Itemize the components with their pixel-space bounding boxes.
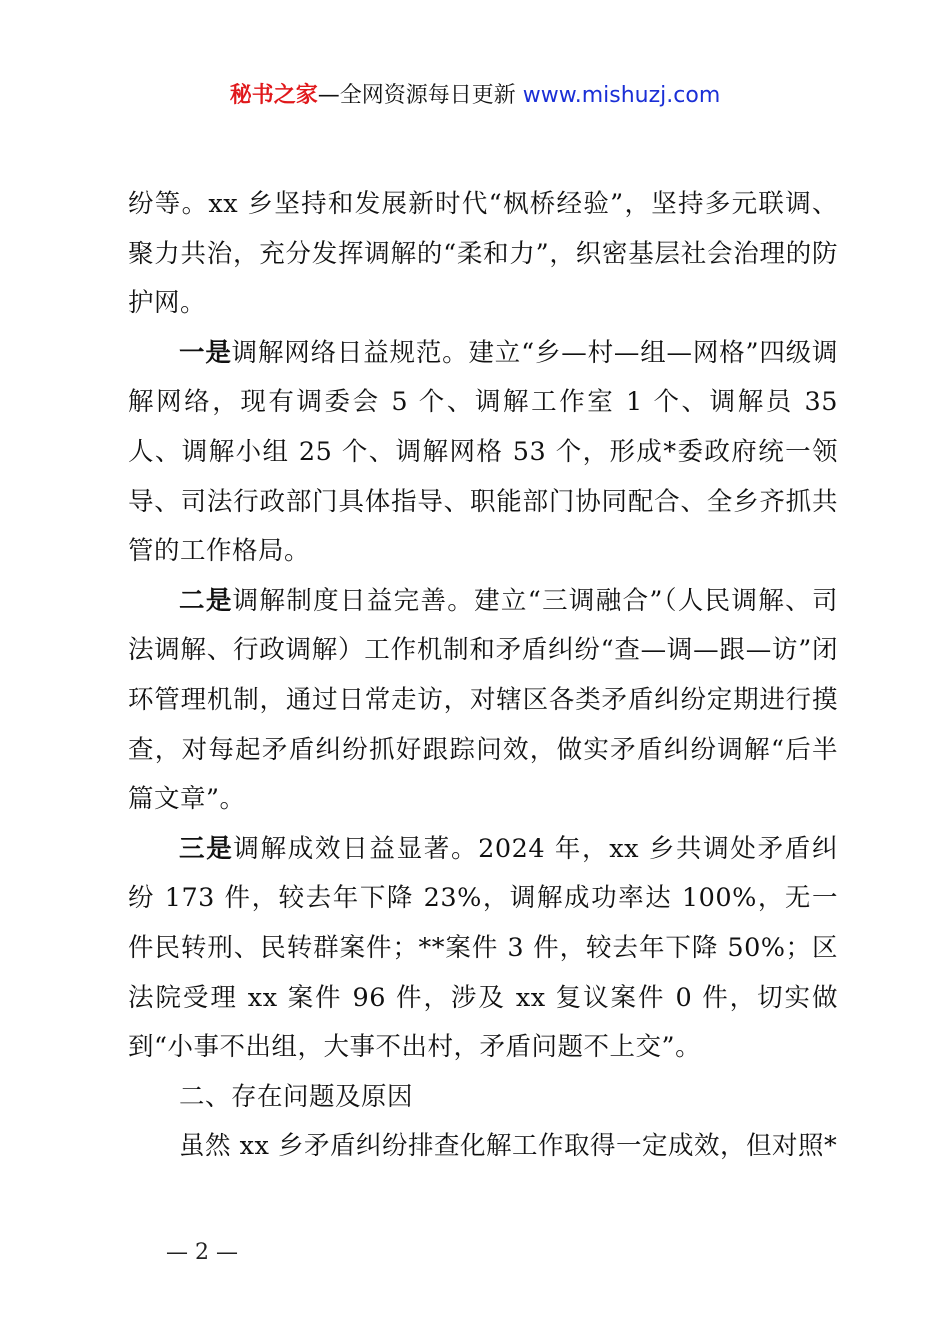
paragraph-intro: 纷等。xx 乡坚持和发展新时代“枫桥经验”，坚持多元联调、聚力共治，充分发挥调解的“柔和力”，织密基层社会治理的防护网。 — [128, 189, 838, 319]
paragraph-point-2 — [128, 577, 838, 825]
site-header — [0, 80, 950, 112]
point-3-text: 调解成效日益显著。2024 年，xx 乡共调处矛盾纠纷 173 件，较去年下降 23%，调解成功率达 100%，无一件民转刑、民转群案件；**案件 3 件，较去年下降 50%；区法院受理 xx 案件 96 件，涉及 xx 复议案件 0 件，切实做到“小事不出组，大事不出村，矛盾问题不上交”。 — [128, 833, 838, 1063]
point-2-lead: 二是 — [179, 585, 233, 616]
point-3-lead: 三是 — [179, 833, 234, 864]
paragraph-point-3 — [128, 825, 838, 1073]
point-2-text: 调解制度日益完善。建立“三调融合”（人民调解、司法调解、行政调解）工作机制和矛盾纠纷“查—调—跟—访”闭环管理机制，通过日常走访，对辖区各类矛盾纠纷定期进行摸查，对每起矛盾纠纷抓好跟踪问效，做实矛盾纠纷调解“后半篇文章”。 — [128, 585, 838, 815]
document-body — [128, 180, 838, 1172]
section-heading-2: 二、存在问题及原因 — [179, 1081, 414, 1112]
paragraph-point-1 — [128, 329, 838, 577]
page-number: — 2 — — [166, 1240, 238, 1265]
paragraph-problems: 虽然 xx 乡矛盾纠纷排查化解工作取得一定成效，但对照* — [179, 1131, 838, 1162]
site-url-link[interactable]: www.mishuzj.com — [522, 83, 721, 108]
point-1-lead: 一是 — [179, 337, 232, 368]
site-brand: 秘书之家 — [229, 83, 318, 108]
point-1-text: 调解网络日益规范。建立“乡—村—组—网格”四级调解网络，现有调委会 5 个、调解工作室 1 个、调解员 35 人、调解小组 25 个、调解网格 53 个，形成*委政府统一领导、司法行政部门具体指导、职能部门协同配合、全乡齐抓共管的工作格局。 — [128, 337, 838, 567]
site-tagline: —全网资源每日更新 — [317, 83, 516, 108]
